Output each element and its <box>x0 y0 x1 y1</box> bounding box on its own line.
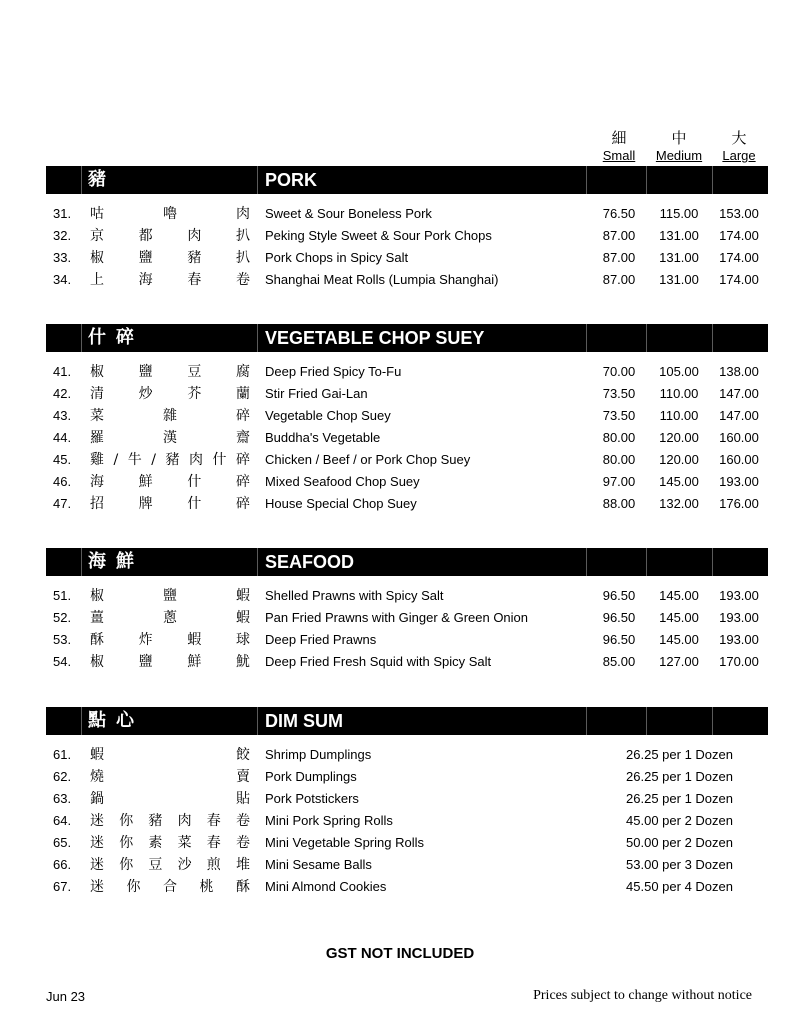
section-header-seafood <box>46 548 768 576</box>
menu-item-row <box>0 788 800 810</box>
item-number: 61. <box>53 747 72 762</box>
section-title-zh: 什碎 <box>88 327 144 348</box>
zh-char: 蔥 <box>163 610 177 626</box>
menu-item-row <box>0 269 800 291</box>
header-divider <box>646 707 647 735</box>
section-title-en: SEAFOOD <box>265 552 355 572</box>
price-medium: 115.00 <box>659 206 699 221</box>
zh-char: 鮮 <box>138 474 153 490</box>
menu-item-row <box>0 471 800 493</box>
price-small: 87.00 <box>602 272 636 287</box>
item-price: 53.00 per 3 Dozen <box>626 857 733 872</box>
header-divider <box>586 707 587 735</box>
size-large-en: Large <box>722 148 756 163</box>
header-divider <box>81 707 82 735</box>
zh-char: / <box>113 452 119 468</box>
item-name-en: Mini Almond Cookies <box>265 879 387 894</box>
item-name-en: Mini Sesame Balls <box>265 857 372 872</box>
item-name-zh <box>90 203 250 225</box>
price-medium: 132.00 <box>659 496 699 511</box>
zh-char: 京 <box>90 228 104 244</box>
price-large: 147.00 <box>719 408 759 423</box>
price-medium: 105.00 <box>659 364 699 379</box>
size-medium-en: Medium <box>655 148 703 163</box>
zh-char: 沙 <box>177 857 192 873</box>
menu-item-row <box>0 493 800 515</box>
price-large: 174.00 <box>719 272 759 287</box>
item-name-en: Deep Fried Spicy To-Fu <box>265 364 402 379</box>
price-small: 87.00 <box>602 250 636 265</box>
price-medium: 131.00 <box>659 228 699 243</box>
item-name-en: House Special Chop Suey <box>265 496 417 511</box>
price-small: 80.00 <box>602 452 636 467</box>
price-large: 160.00 <box>719 430 759 445</box>
zh-char: 燒 <box>90 769 104 785</box>
price-small: 70.00 <box>602 364 636 379</box>
section-title-zh: 海鮮 <box>88 551 144 572</box>
zh-char: 卷 <box>235 813 250 829</box>
zh-char: / <box>151 452 156 468</box>
header-divider <box>257 548 258 576</box>
menu-item-row <box>0 585 800 607</box>
zh-char: 豬 <box>187 250 202 266</box>
zh-char: 合 <box>163 879 177 895</box>
item-name-en: Sweet & Sour Boneless Pork <box>265 206 432 221</box>
item-name-zh <box>90 810 250 832</box>
price-medium: 145.00 <box>659 588 699 603</box>
zh-char: 雜 <box>163 408 177 424</box>
menu-item-row <box>0 810 800 832</box>
header-divider <box>257 707 258 735</box>
header-divider <box>712 548 713 576</box>
zh-char: 牛 <box>127 452 142 468</box>
price-small: 96.50 <box>602 610 636 625</box>
header-divider <box>81 166 82 194</box>
item-name-zh <box>90 788 250 810</box>
price-medium: 110.00 <box>659 386 699 401</box>
zh-char: 碎 <box>235 452 250 468</box>
zh-char: 鹽 <box>138 364 153 380</box>
zh-char: 什 <box>212 452 227 468</box>
item-name-en: Pork Potstickers <box>265 791 359 806</box>
zh-char: 你 <box>119 813 134 829</box>
item-number: 43. <box>53 408 72 423</box>
zh-char: 蘭 <box>235 386 250 402</box>
zh-char: 什 <box>187 474 202 490</box>
zh-char: 你 <box>119 835 134 851</box>
price-small: 87.00 <box>602 228 636 243</box>
zh-char: 球 <box>235 632 250 648</box>
section-title-zh: 點心 <box>88 710 144 731</box>
zh-char: 椒 <box>90 364 104 380</box>
zh-char: 豆 <box>187 364 202 380</box>
header-divider <box>257 324 258 352</box>
item-name-zh <box>90 269 250 291</box>
zh-char: 鹽 <box>138 654 153 670</box>
price-medium: 145.00 <box>659 474 699 489</box>
menu-item-row <box>0 383 800 405</box>
item-number: 46. <box>53 474 72 489</box>
price-large: 147.00 <box>719 386 759 401</box>
price-large: 138.00 <box>719 364 759 379</box>
price-size-headers <box>0 128 800 168</box>
menu-item-row <box>0 361 800 383</box>
price-small: 97.00 <box>602 474 636 489</box>
price-medium: 120.00 <box>659 430 699 445</box>
zh-char: 賣 <box>236 769 250 785</box>
item-number: 45. <box>53 452 72 467</box>
zh-char: 豆 <box>148 857 163 873</box>
menu-item-row <box>0 832 800 854</box>
item-name-en: Pork Chops in Spicy Salt <box>265 250 409 265</box>
price-large: 193.00 <box>719 588 759 603</box>
zh-char: 薑 <box>90 610 104 626</box>
zh-char: 齋 <box>236 430 250 446</box>
menu-item-row <box>0 854 800 876</box>
item-name-en: Pan Fried Prawns with Ginger & Green Onion <box>265 610 529 625</box>
zh-char: 椒 <box>90 588 104 604</box>
zh-char: 椒 <box>90 654 104 670</box>
item-name-zh <box>90 383 250 405</box>
price-large: 153.00 <box>719 206 759 221</box>
zh-char: 桃 <box>199 879 214 895</box>
price-large: 193.00 <box>719 632 759 647</box>
section-title-en: DIM SUM <box>265 711 343 731</box>
price-medium: 120.00 <box>659 452 699 467</box>
item-number: 54. <box>53 654 72 669</box>
item-name-zh <box>90 585 250 607</box>
zh-char: 卷 <box>235 272 250 288</box>
item-number: 34. <box>53 272 72 287</box>
price-small: 85.00 <box>602 654 636 669</box>
zh-char: 扒 <box>235 250 250 266</box>
price-large: 174.00 <box>719 250 759 265</box>
item-name-zh <box>90 651 250 673</box>
zh-char: 迷 <box>90 835 104 851</box>
zh-char: 蝦 <box>90 747 104 763</box>
zh-char: 海 <box>90 474 104 490</box>
zh-char: 蝦 <box>187 632 202 648</box>
zh-char: 春 <box>187 272 202 288</box>
price-large: 174.00 <box>719 228 759 243</box>
zh-char: 魷 <box>235 654 250 670</box>
zh-char: 咕 <box>90 206 104 222</box>
zh-char: 餃 <box>236 747 250 763</box>
item-price: 26.25 per 1 Dozen <box>626 769 733 784</box>
zh-char: 扒 <box>235 228 250 244</box>
item-number: 31. <box>53 206 72 221</box>
price-small: 96.50 <box>602 632 636 647</box>
size-small-zh: 細 <box>611 129 627 147</box>
price-large: 176.00 <box>719 496 759 511</box>
zh-char: 你 <box>126 879 141 895</box>
zh-char: 碎 <box>236 408 250 424</box>
menu-item-row <box>0 247 800 269</box>
item-number: 52. <box>53 610 72 625</box>
section-title-zh: 豬 <box>88 169 116 190</box>
item-number: 67. <box>53 879 72 894</box>
item-number: 42. <box>53 386 72 401</box>
menu-item-row <box>0 629 800 651</box>
zh-char: 雞 <box>90 452 104 468</box>
header-divider <box>586 548 587 576</box>
zh-char: 酥 <box>90 632 104 648</box>
section-header-pork <box>46 166 768 194</box>
price-small: 88.00 <box>602 496 636 511</box>
menu-item-row <box>0 744 800 766</box>
zh-char: 碎 <box>235 474 250 490</box>
zh-char: 肉 <box>177 813 192 829</box>
zh-char: 鹽 <box>138 250 153 266</box>
price-small: 76.50 <box>602 206 636 221</box>
price-medium: 131.00 <box>659 272 699 287</box>
price-small: 80.00 <box>602 430 636 445</box>
header-divider <box>712 707 713 735</box>
item-name-zh <box>90 427 250 449</box>
item-number: 65. <box>53 835 72 850</box>
zh-char: 牌 <box>138 496 153 512</box>
menu-item-row <box>0 225 800 247</box>
item-price: 45.00 per 2 Dozen <box>626 813 733 828</box>
header-divider <box>257 166 258 194</box>
header-divider <box>586 166 587 194</box>
item-name-zh <box>90 471 250 493</box>
gst-notice: GST NOT INCLUDED <box>325 945 475 962</box>
zh-char: 菜 <box>177 835 192 851</box>
zh-char: 招 <box>90 496 104 512</box>
item-name-en: Shelled Prawns with Spicy Salt <box>265 588 444 603</box>
zh-char: 都 <box>138 228 153 244</box>
zh-char: 上 <box>90 272 104 288</box>
zh-char: 清 <box>90 386 104 402</box>
price-medium: 127.00 <box>659 654 699 669</box>
zh-char: 碎 <box>235 496 250 512</box>
price-small: 96.50 <box>602 588 636 603</box>
header-divider <box>712 166 713 194</box>
item-price: 26.25 per 1 Dozen <box>626 747 733 762</box>
item-number: 62. <box>53 769 72 784</box>
price-large: 193.00 <box>719 474 759 489</box>
item-number: 64. <box>53 813 72 828</box>
zh-char: 豬 <box>165 452 180 468</box>
menu-item-row <box>0 766 800 788</box>
item-name-en: Mixed Seafood Chop Suey <box>265 474 420 489</box>
section-title-en: PORK <box>265 170 318 190</box>
section-title-en: VEGETABLE CHOP SUEY <box>265 328 485 348</box>
header-divider <box>81 548 82 576</box>
price-medium: 131.00 <box>659 250 699 265</box>
item-name-zh <box>90 405 250 427</box>
item-name-zh <box>90 876 250 898</box>
size-medium-zh: 中 <box>671 129 687 147</box>
zh-char: 肉 <box>236 206 250 222</box>
item-number: 51. <box>53 588 72 603</box>
zh-char: 椒 <box>90 250 104 266</box>
zh-char: 羅 <box>90 430 104 446</box>
item-number: 47. <box>53 496 72 511</box>
zh-char: 海 <box>138 272 153 288</box>
item-name-en: Chicken / Beef / or Pork Chop Suey <box>265 452 471 467</box>
price-medium: 110.00 <box>659 408 699 423</box>
price-small: 73.50 <box>602 386 636 401</box>
size-large-zh: 大 <box>731 129 747 147</box>
zh-char: 鍋 <box>90 791 104 807</box>
item-number: 41. <box>53 364 72 379</box>
item-name-en: Shrimp Dumplings <box>265 747 372 762</box>
zh-char: 腐 <box>235 364 250 380</box>
size-header-large <box>704 128 774 164</box>
menu-item-row <box>0 651 800 673</box>
zh-char: 菜 <box>90 408 104 424</box>
size-small-en: Small <box>602 148 636 163</box>
item-number: 53. <box>53 632 72 647</box>
item-name-en: Peking Style Sweet & Sour Pork Chops <box>265 228 492 243</box>
zh-char: 迷 <box>90 813 104 829</box>
price-medium: 145.00 <box>659 632 699 647</box>
header-divider <box>646 548 647 576</box>
zh-char: 炸 <box>138 632 153 648</box>
zh-char: 漢 <box>163 430 177 446</box>
item-name-zh <box>90 493 250 515</box>
item-name-en: Deep Fried Prawns <box>265 632 377 647</box>
section-header-vegetable-chop-suey <box>46 324 768 352</box>
zh-char: 肉 <box>187 228 202 244</box>
zh-char: 炒 <box>138 386 153 402</box>
item-name-zh <box>90 247 250 269</box>
zh-char: 春 <box>206 835 221 851</box>
zh-char: 鹽 <box>163 588 177 604</box>
price-large: 160.00 <box>719 452 759 467</box>
item-number: 33. <box>53 250 72 265</box>
zh-char: 蝦 <box>236 588 250 604</box>
header-divider <box>646 166 647 194</box>
zh-char: 芥 <box>187 386 202 402</box>
item-price: 50.00 per 2 Dozen <box>626 835 733 850</box>
item-name-en: Mini Vegetable Spring Rolls <box>265 835 424 850</box>
zh-char: 堆 <box>235 857 250 873</box>
price-large: 193.00 <box>719 610 759 625</box>
item-name-zh <box>90 629 250 651</box>
header-divider <box>586 324 587 352</box>
header-divider <box>81 324 82 352</box>
menu-item-row <box>0 203 800 225</box>
item-name-en: Mini Pork Spring Rolls <box>265 813 393 828</box>
item-name-en: Shanghai Meat Rolls (Lumpia Shanghai) <box>265 272 499 287</box>
zh-char: 酥 <box>236 879 250 895</box>
item-number: 66. <box>53 857 72 872</box>
item-number: 63. <box>53 791 72 806</box>
price-change-notice: Prices subject to change without notice <box>533 988 752 1003</box>
zh-char: 肉 <box>188 452 203 468</box>
menu-item-row <box>0 405 800 427</box>
item-name-en: Vegetable Chop Suey <box>265 408 391 423</box>
item-price: 45.50 per 4 Dozen <box>626 879 733 894</box>
item-name-zh <box>90 854 250 876</box>
item-name-en: Deep Fried Fresh Squid with Spicy Salt <box>265 654 492 669</box>
zh-char: 煎 <box>206 857 221 873</box>
item-name-zh <box>90 225 250 247</box>
price-large: 170.00 <box>719 654 759 669</box>
zh-char: 你 <box>119 857 134 873</box>
item-number: 32. <box>53 228 72 243</box>
menu-item-row <box>0 607 800 629</box>
zh-char: 豬 <box>148 813 163 829</box>
zh-char: 貼 <box>236 791 250 807</box>
zh-char: 什 <box>187 496 202 512</box>
header-divider <box>646 324 647 352</box>
price-medium: 145.00 <box>659 610 699 625</box>
zh-char: 迷 <box>90 879 104 895</box>
item-name-zh <box>90 744 250 766</box>
item-name-en: Buddha's Vegetable <box>265 430 381 445</box>
item-name-en: Pork Dumplings <box>265 769 357 784</box>
item-name-zh <box>90 449 250 471</box>
menu-item-row <box>0 427 800 449</box>
item-name-zh <box>90 607 250 629</box>
menu-item-row <box>0 876 800 898</box>
item-name-zh <box>90 766 250 788</box>
item-name-zh <box>90 361 250 383</box>
zh-char: 迷 <box>90 857 104 873</box>
zh-char: 鮮 <box>187 654 202 670</box>
zh-char: 素 <box>148 835 163 851</box>
menu-item-row <box>0 449 800 471</box>
item-number: 44. <box>53 430 72 445</box>
item-price: 26.25 per 1 Dozen <box>626 791 733 806</box>
price-small: 73.50 <box>602 408 636 423</box>
item-name-en: Stir Fried Gai-Lan <box>265 386 368 401</box>
zh-char: 卷 <box>235 835 250 851</box>
section-header-dim-sum <box>46 707 768 735</box>
menu-date: Jun 23 <box>46 989 86 1004</box>
zh-char: 春 <box>206 813 221 829</box>
header-divider <box>712 324 713 352</box>
zh-char: 蝦 <box>236 610 250 626</box>
zh-char: 嚕 <box>163 206 177 222</box>
item-name-zh <box>90 832 250 854</box>
